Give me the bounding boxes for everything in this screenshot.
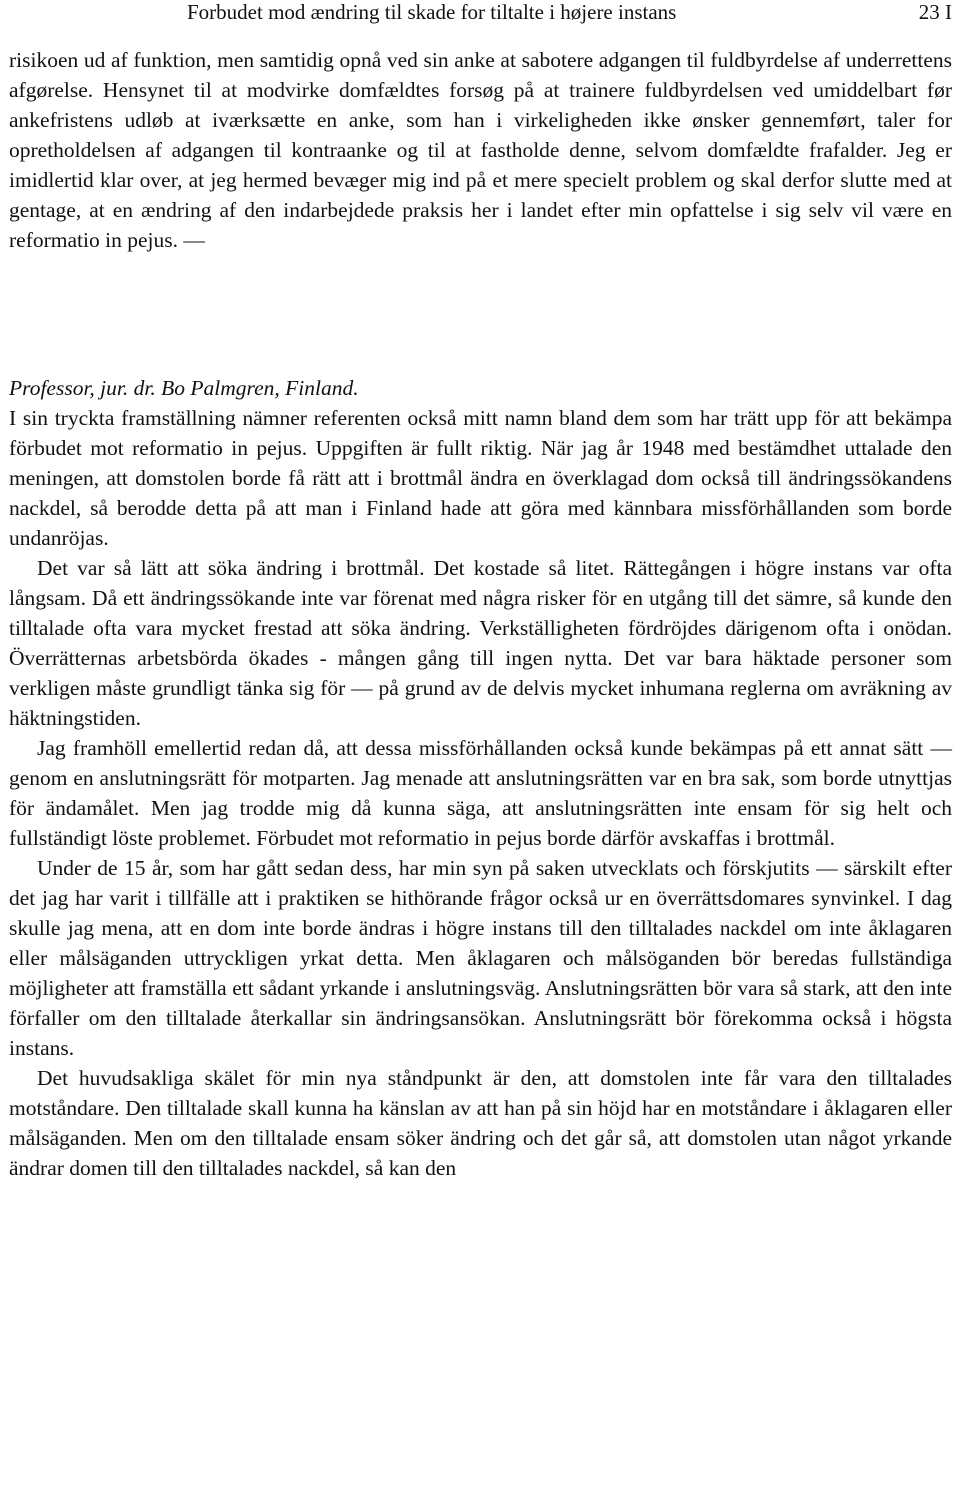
body-paragraph: Under de 15 år, som har gått sedan dess, har min syn på saken utvecklats och förskjutits — särskilt efter det jag har varit i tillfälle att i praktiken se hithörande frågor också ur en överrättsdomares synvinkel. I dag skulle jag mena, att en dom inte borde ändras i högre instans till den tilltalades nackdel om inte åklagaren eller målsäganden uttryckligen yrkat detta. Men åklagaren och målsöganden bör beredas fullständiga möjligheter att framställa ett sådant yrkande i anslutningsväg. Anslutningsrätten bör vara så stark, att den inte förfaller om den tilltalade återkallar sin ändringsansökan. Anslutningsrätt bör förekomma också i högsta instans. xyxy=(9,856,952,1060)
page-header xyxy=(9,0,952,34)
section-spacer xyxy=(9,255,952,373)
running-head: Forbudet mod ændring til skade for tiltalte i højere instans xyxy=(187,0,677,24)
document-page xyxy=(9,0,952,1183)
body-paragraph: I sin tryckta framställning nämner referenten också mitt namn bland dem som har trätt upp för att bekämpa förbudet mot reformatio in pejus. Uppgiften är fullt riktig. När jag år 1948 med bestämdhet uttalade den meningen, att domstolen borde få rätt att i brottmål ändra en överklagad dom också till ändringssökandens nackdel, så berodde detta på att man i Finland hade att göra med kännbara missförhållanden som borde undanröjas. xyxy=(9,406,952,550)
danish-paragraph: risikoen ud af funktion, men samtidig opnå ved sin anke at sabotere adgangen til fuldbyrdelse af underrettens afgørelse. Hensynet til at modvirke domfældtes forsøg på at trainere fuldbyrdelsen ved umiddelbart før ankefristens udløb at iværksætte en anke, som han i virkeligheden ikke ønsker gennemført, taler for opretholdelsen af adgangen til kontraanke og til at fastholde denne, selvom domfældte frafalder. Jeg er imidlertid klar over, at jeg hermed bevæger mig ind på et mere specielt problem og skal derfor slutte med at gentage, at en ændring af den indarbejdede praksis her i landet efter min opfattelse i sig selv vil være en reformatio in pejus. — xyxy=(9,48,952,252)
speaker-byline: Professor, jur. dr. Bo Palmgren, Finland. xyxy=(9,376,359,400)
body-paragraph: Det huvudsakliga skälet för min nya ståndpunkt är den, att domstolen inte får vara den tilltalades motståndare. Den tilltalade skall kunna ha känslan av att han på sin höjd har en motståndare i åklagaren eller målsäganden. Men om den tilltalade ensam söker ändring och det går så, att domstolen utan något yrkande ändrar domen till den tilltalades nackdel, så kan den xyxy=(9,1066,952,1180)
page-number: 23 I xyxy=(918,0,952,24)
body-paragraph: Jag framhöll emellertid redan då, att dessa missförhållanden också kunde bekämpas på ett annat sätt — genom en anslutningsrätt för motparten. Jag menade att anslutningsrätten var en bra sak, som borde utnyttjas för ändamålet. Men jag trodde mig då kunna säga, att anslutningsrätten inte ensam för sig helt och fullständigt löste problemet. Förbudet mot reformatio in pejus borde därför avskaffas i brottmål. xyxy=(9,736,952,850)
body-paragraph: Det var så lätt att söka ändring i brottmål. Det kostade så litet. Rättegången i högre instans var ofta långsam. Då ett ändringssökande inte var förenat med några risker för en utgång till det sämre, så kunde den tilltalade ofta vara mycket frestad att söka ändring. Verkställigheten fördröjdes därigenom ofta i onödan. Överrätternas arbetsbörda ökades - mången gång till ingen nytta. Det var bara häktade personer som verkligen måste grundligt tänka sig för — på grund av de delvis mycket inhumana reglerna om avräkning av häktningstiden. xyxy=(9,556,952,730)
